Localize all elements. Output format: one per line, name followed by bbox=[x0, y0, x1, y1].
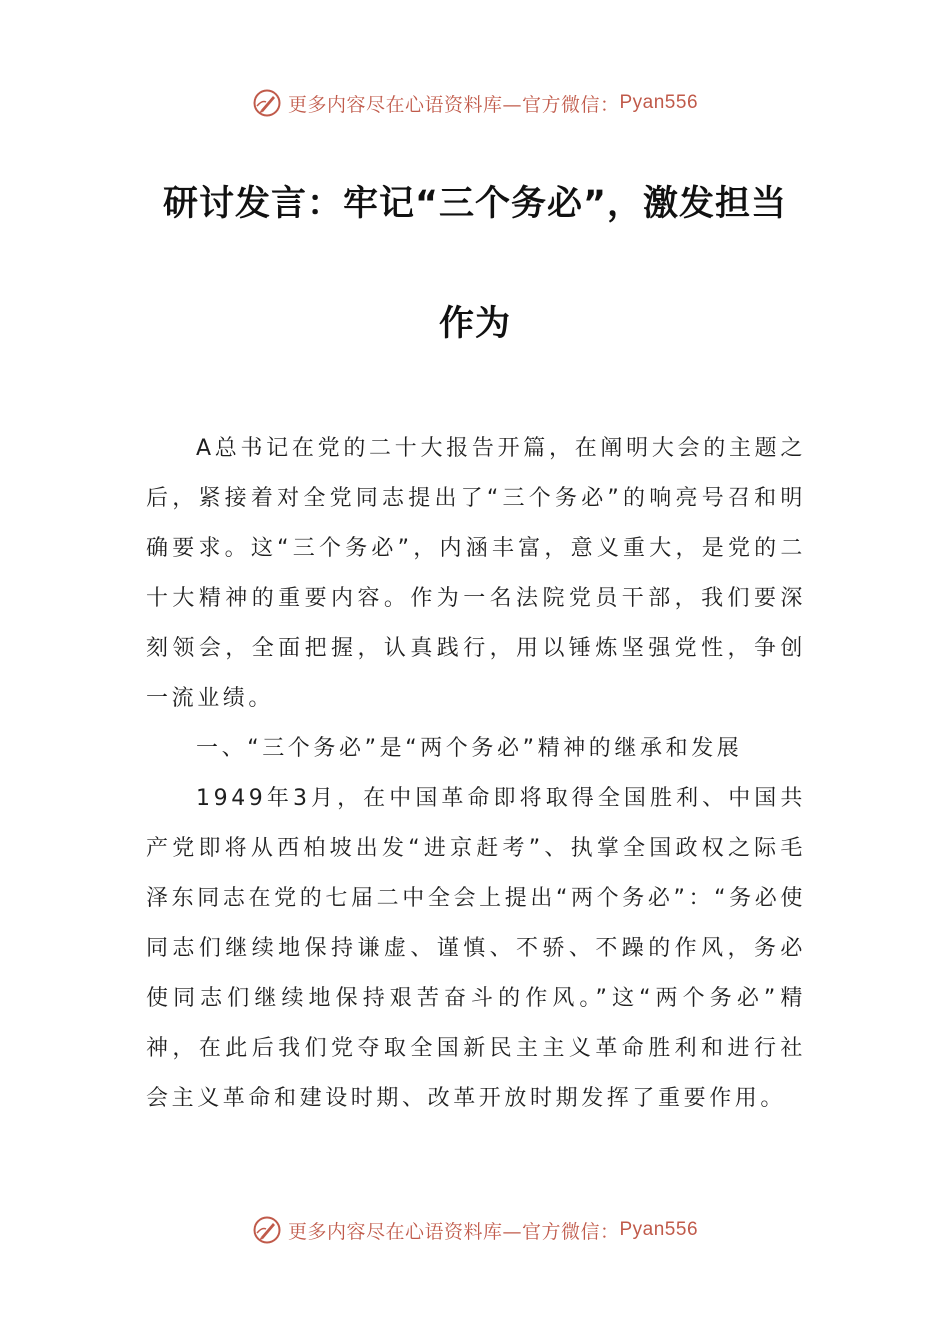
document-title-line2: 作为 bbox=[438, 304, 511, 344]
section-heading-1: 一、“三个务必”是“两个务必”精神的继承和发展 bbox=[196, 736, 743, 761]
header-banner bbox=[0, 83, 950, 123]
banner-wechat-id: Pyan556 bbox=[619, 92, 699, 113]
quill-pen-logo-icon bbox=[252, 88, 282, 118]
paragraph-history: 1949年3月，在中国革命即将取得全国胜利、中国共产党即将从西柏坡出发“进京赶考”、执掌全国政权之际毛泽东同志在党的七届二中全会上提出“两个务必”：“务必使同志们继续地保持谦虚、谨慎、不骄、不躁的作风，务必使同志们继续地保持艰苦奋斗的作风。”这“两个务必”精神，在此后我们党夺取全国新民主主义革命胜利和进行社会主义革命和建设时期、改革开放时期发挥了重要作用。 bbox=[146, 786, 806, 1111]
paragraph-intro: A总书记在党的二十大报告开篇，在阐明大会的主题之后，紧接着对全党同志提出了“三个务必”的响亮号召和明确要求。这“三个务必”，内涵丰富，意义重大，是党的二十大精神的重要内容。作为一名法院党员干部，我们要深刻领会，全面把握，认真践行，用以锤炼坚强党性，争创一流业绩。 bbox=[146, 436, 806, 711]
banner-wechat-id: Pyan556 bbox=[619, 1219, 699, 1240]
quill-pen-logo-icon bbox=[252, 1215, 282, 1245]
document-title-line1: 研讨发言：牢记“三个务必”，激发担当 bbox=[162, 184, 787, 224]
document-body bbox=[146, 424, 806, 1124]
footer-banner bbox=[0, 1210, 950, 1250]
banner-text: 更多内容尽在心语资料库—官方微信： bbox=[287, 1220, 620, 1243]
banner-text: 更多内容尽在心语资料库—官方微信： bbox=[287, 93, 620, 116]
